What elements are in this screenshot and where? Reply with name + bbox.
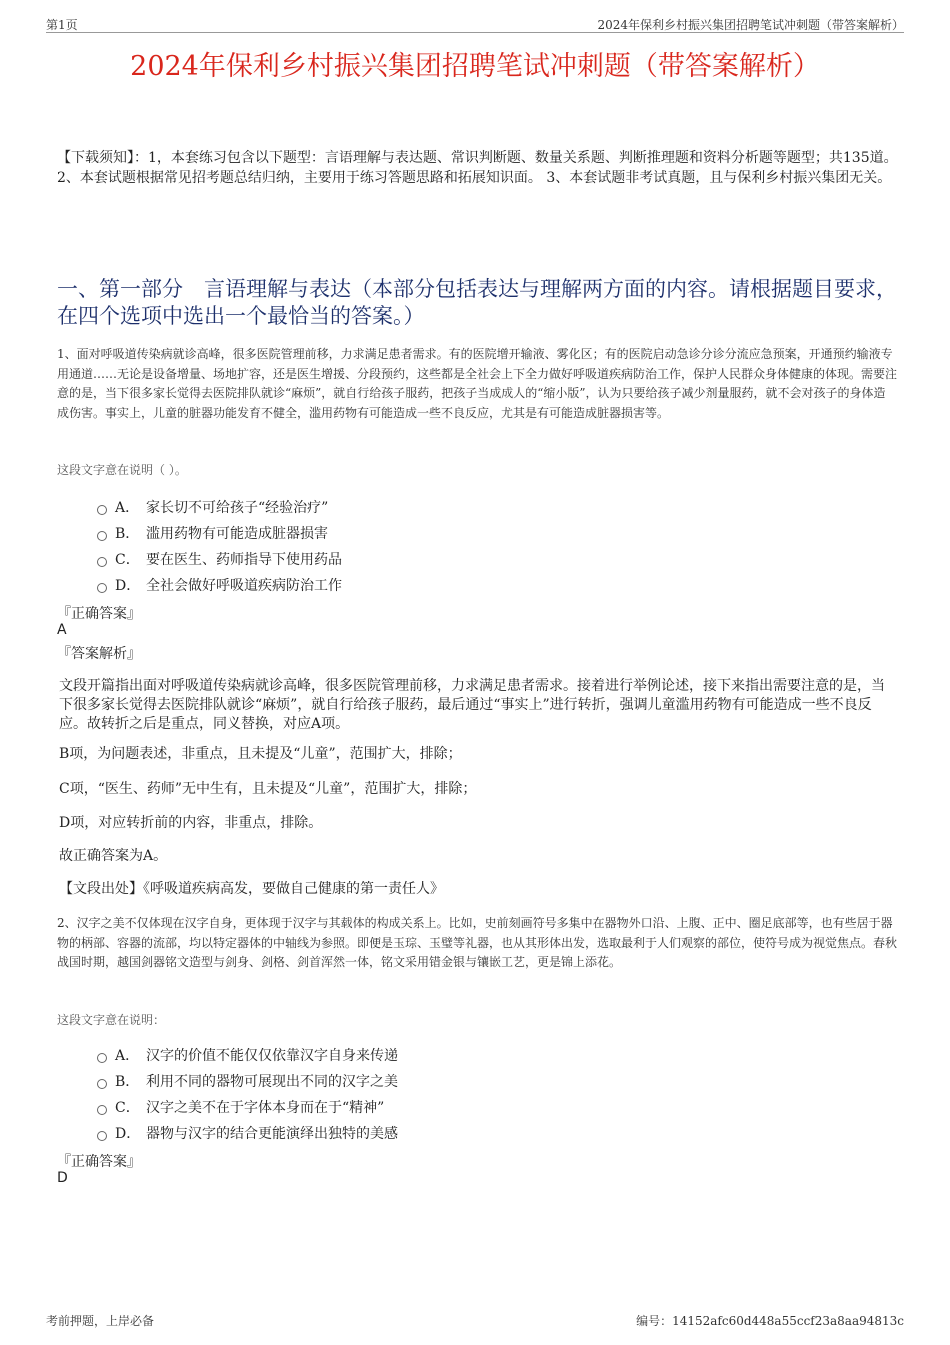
page-header: [46, 14, 904, 33]
page-number: 第1页: [46, 18, 78, 32]
radio-icon[interactable]: [97, 557, 107, 567]
q1-analysis-c: C项，“医生、药师”无中生有，且未提及“儿童”，范围扩大，排除；: [59, 781, 477, 797]
q2-option-b[interactable]: B． 利用不同的器物可展现出不同的汉字之美: [97, 1071, 398, 1091]
radio-icon[interactable]: [97, 531, 107, 541]
q2-option-d[interactable]: D． 器物与汉字的结合更能演绎出独特的美感: [97, 1123, 398, 1143]
q1-prompt: 这段文字意在说明（ ）。: [57, 463, 187, 477]
q2-option-a[interactable]: A． 汉字的价值不能仅仅依靠汉字自身来传递: [97, 1045, 398, 1065]
q1-option-c[interactable]: C． 要在医生、药师指导下使用药品: [97, 549, 342, 569]
radio-icon[interactable]: [97, 583, 107, 593]
q1-option-a[interactable]: A． 家长切不可给孩子“经验治疗”: [97, 497, 328, 517]
radio-icon[interactable]: [97, 1053, 107, 1063]
q1-analysis-d: D项，对应转折前的内容，非重点，排除。: [59, 815, 323, 831]
radio-icon[interactable]: [97, 1131, 107, 1141]
section-heading: 一、第一部分 言语理解与表达（本部分包括表达与理解两方面的内容。请根据题目要求，在四个选项中选出一个最恰当的答案。）: [57, 277, 897, 328]
q1-analysis-main: 文段开篇指出面对呼吸道传染病就诊高峰，很多医院管理前移，力求满足患者需求。接着进行举例论述，接下来指出需要注意的是，当下很多家长觉得去医院排队就诊“麻烦”，就自行给孩子服药，最后通过“事实上”进行转折，强调儿童滥用药物有可能造成一些不良反应。故转折之后是重点，同义替换，对应A项。: [59, 678, 885, 732]
q2-answer: D: [57, 1170, 68, 1186]
download-notice: 【下载须知】：1，本套练习包含以下题型：言语理解与表达题、常识判断题、数量关系题、判断推理题和资料分析题等题型；共135道。 2、本套试题根据常见招考题总结归纳，主要用于练习答题思路和拓展知识面。 3、本套试题非考试真题，且与保利乡村振兴集团无关。: [57, 150, 898, 186]
q1-text: 1、面对呼吸道传染病就诊高峰，很多医院管理前移，力求满足患者需求。有的医院增开输液、雾化区；有的医院启动急诊分诊分流应急预案，开通预约输液专用通道……无论是设备增量、场地扩容，还是医生增援、分段预约，这些都是全社会上下全力做好呼吸道疾病防治工作，保护人民群众身体健康的体现。需要注意的是，当下很多家长觉得去医院排队就诊“麻烦”，就自行给孩子服药，把孩子当成成人的“缩小版”，认为只要给孩子减少剂量服药，就不会对孩子的身体造成伤害。事实上，儿童的脏器功能发育不健全，滥用药物有可能造成一些不良反应，尤其是有可能造成脏器损害等。: [57, 347, 898, 420]
q2-answer-label: 『正确答案』: [57, 1154, 141, 1170]
footer-slogan: 考前押题，上岸必备: [46, 1314, 155, 1328]
q1-conclusion: 故正确答案为A。: [59, 848, 168, 864]
header-doc-title: 2024年保利乡村振兴集团招聘笔试冲刺题（带答案解析）: [597, 18, 904, 32]
q1-analysis-b: B项，为问题表述，非重点，且未提及“儿童”，范围扩大，排除；: [59, 746, 462, 762]
q1-answer-label: 『正确答案』: [57, 606, 141, 622]
q1-option-d[interactable]: D． 全社会做好呼吸道疾病防治工作: [97, 575, 342, 595]
doc-title: 2024年保利乡村振兴集团招聘笔试冲刺题（带答案解析）: [130, 51, 820, 82]
q2-prompt: 这段文字意在说明：: [57, 1013, 166, 1027]
q1-option-b[interactable]: B． 滥用药物有可能造成脏器损害: [97, 523, 328, 543]
radio-icon[interactable]: [97, 505, 107, 515]
q1-source: 【文段出处】《呼吸道疾病高发，要做自己健康的第一责任人》: [59, 881, 444, 897]
radio-icon[interactable]: [97, 1079, 107, 1089]
radio-icon[interactable]: [97, 1105, 107, 1115]
q1-answer: A: [57, 622, 67, 638]
q2-text: 2、汉字之美不仅体现在汉字自身，更体现于汉字与其载体的构成关系上。比如，史前刻画符号多集中在器物外口沿、上腹、正中、圈足底部等，也有些居于器物的柄部、容器的流部，均以特定器体的中轴线为参照。即便是玉琮、玉璧等礼器，也从其形体出发，选取最利于人们观察的部位，使符号成为视觉焦点。春秋战国时期，越国剑器铭文造型与剑身、剑格、剑首浑然一体，铭文采用错金银与镶嵌工艺，更是锦上添花。: [57, 916, 898, 969]
footer-code: 编号：14152afc60d448a55ccf23a8aa94813c: [636, 1314, 904, 1328]
q2-option-c[interactable]: C． 汉字之美不在于字体本身而在于“精神”: [97, 1097, 384, 1117]
q1-analysis-label: 『答案解析』: [57, 646, 141, 662]
